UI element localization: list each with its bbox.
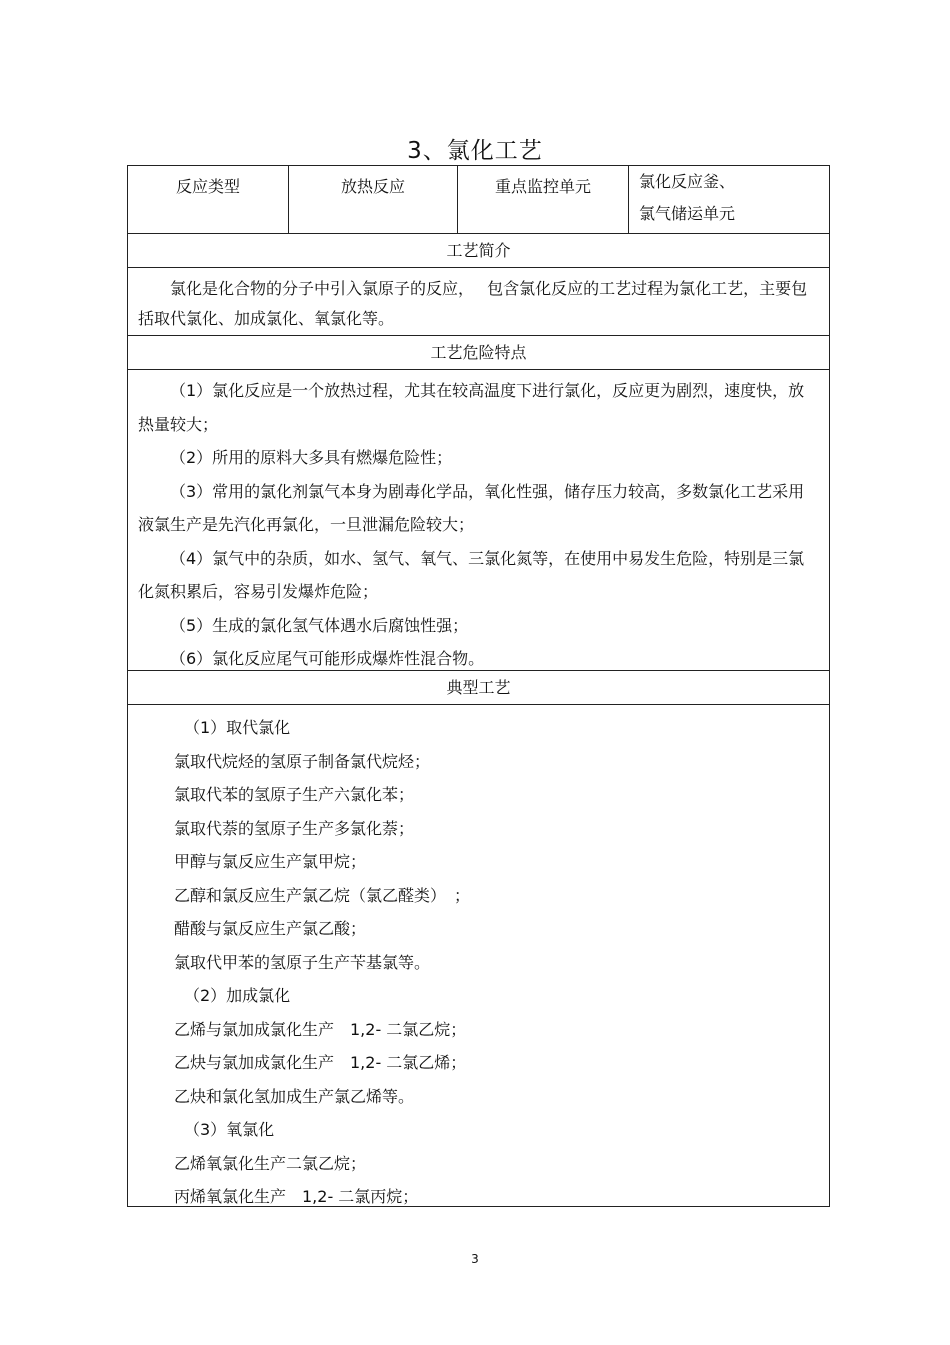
hazards-section: [128, 370, 829, 671]
hazard-item: （4）氯气中的杂质，如水、氢气、氧气、三氯化氮等，在使用中易发生危险，特别是三氯化氮积累后，容易引发爆炸危险；: [138, 548, 805, 601]
typical-line: 氯取代甲苯的氢原子生产苄基氯等。: [174, 952, 431, 972]
typical-line: 乙炔和氯化氢加成生产氯乙烯等。: [174, 1086, 415, 1106]
typical-line: 丙烯氧氯化生产 1,2- 二氯丙烷；: [174, 1187, 419, 1206]
intro-heading: 工艺简介: [128, 234, 829, 268]
typical-line: 氯取代萘的氢原子生产多氯化萘；: [174, 818, 415, 838]
typical-subheading: （2）加成氯化: [184, 986, 291, 1005]
intro-text: 氯化是化合物的分子中引入氯原子的反应， 包含氯化反应的工艺过程为氯化工艺，主要包括取代氯化、加成氯化、氧氯化等。: [138, 279, 808, 328]
hazard-item: （2）所用的原料大多具有燃爆危险性；: [170, 448, 453, 467]
hazards-heading: 工艺危险特点: [128, 336, 829, 370]
monitor-unit-line-2: 氯气储运单元: [639, 204, 736, 223]
typical-line: 醋酸与氯反应生产氯乙酸；: [174, 919, 367, 938]
monitor-unit-value: [629, 166, 829, 233]
monitor-unit-label: 重点监控单元: [458, 166, 629, 233]
typical-line: 乙烯与氯加成氯化生产 1,2- 二氯乙烷；: [174, 1019, 467, 1039]
reaction-type-label: 反应类型: [128, 166, 289, 233]
intro-section: [128, 268, 829, 336]
page-number: 3: [471, 1252, 479, 1266]
typical-subheading: （1）取代氯化: [184, 718, 291, 737]
page-title: 3、氯化工艺: [407, 138, 543, 164]
monitor-unit-line-1: 氯化反应釜、: [639, 172, 736, 191]
reaction-type-value: 放热反应: [289, 166, 458, 233]
hazard-item: （3）常用的氯化剂氯气本身为剧毒化学品，氧化性强，储存压力较高，多数氯化工艺采用液氯生产是先汽化再氯化，一旦泄漏危险较大；: [138, 481, 805, 534]
typical-subheading: （3）氧氯化: [184, 1120, 275, 1139]
process-table: [127, 165, 830, 1207]
typical-heading: 典型工艺: [128, 671, 829, 705]
info-row: [128, 166, 829, 234]
hazard-item: （1）氯化反应是一个放热过程，尤其在较高温度下进行氯化，反应更为剧烈，速度快，放热量较大；: [138, 381, 805, 434]
typical-line: 氯取代苯的氢原子生产六氯化苯；: [174, 785, 415, 804]
typical-line: 乙醇和氯反应生产氯乙烷（氯乙醛类） ；: [174, 885, 471, 905]
typical-line: 甲醇与氯反应生产氯甲烷；: [174, 852, 367, 871]
typical-line: 氯取代烷烃的氢原子制备氯代烷烃；: [174, 751, 431, 771]
hazard-item: （5）生成的氯化氢气体遇水后腐蚀性强；: [170, 615, 469, 635]
typical-section: [128, 705, 829, 1206]
hazard-item: （6）氯化反应尾气可能形成爆炸性混合物。: [170, 649, 485, 668]
typical-line: 乙烯氧氯化生产二氯乙烷；: [174, 1153, 367, 1173]
typical-line: 乙炔与氯加成氯化生产 1,2- 二氯乙烯；: [174, 1053, 467, 1072]
